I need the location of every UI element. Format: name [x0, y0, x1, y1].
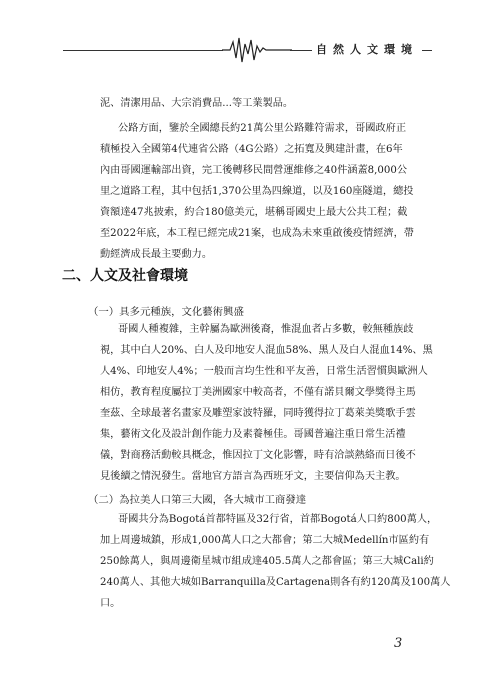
page-number: 3 [394, 636, 403, 651]
heartbeat-wave-icon [222, 34, 292, 64]
paragraph-line: 相仿，教育程度屬拉丁美洲國家中較高者，不僅有諾貝爾文學獎得主馬 [100, 387, 416, 398]
paragraph-line: 里之道路工程，其中包括1,370公里為四線道，以及160座隧道，總投 [100, 186, 414, 197]
paragraph-line: 人4%、印地安人4%；一般而言均生性和平友善，日常生活習慣與歐洲人 [100, 366, 428, 377]
paragraph-line: 加上周邊城鎮，形成1,000萬人口之大都會；第二大城Medellín市區約有 [100, 535, 430, 546]
subsection-heading: （二）為拉美人口第三大國，各大城市工商發達 [88, 494, 307, 506]
paragraph-line: 至2022年底，本工程已經完成21案，也成為未來重啟後疫情經濟，帶 [100, 228, 414, 239]
paragraph-line: 250餘萬人，與周邊衛星城市組成達405.5萬人之都會區；第三大城Cali約 [100, 556, 434, 567]
subsection-heading: （一）具多元種族，文化藝術興盛 [88, 306, 244, 318]
paragraph-line: 集，藝術文化及設計創作能力及素養極佳。哥國普遍注重日常生活禮 [100, 429, 406, 440]
header-title: 自然人文環境 [312, 41, 422, 57]
header-rule-left [63, 50, 223, 51]
paragraph-line: 哥國人種複雜，主幹屬為歐洲後裔，惟混血者占多數，較無種族歧 [118, 324, 414, 335]
paragraph-line: 口。 [100, 598, 121, 609]
paragraph-line: 資額達47兆披索，約合180億美元，堪稱哥國史上最大公共工程；截 [100, 207, 408, 218]
section-heading: 二、人文及社會環境 [62, 268, 188, 284]
paragraph-line: 泥、清潔用品、大宗消費品...等工業製品。 [100, 98, 294, 109]
paragraph-line: 奎茲、全球最著名畫家及雕塑家波特羅，同時獲得拉丁葛萊美獎歌手雲 [100, 408, 416, 419]
paragraph-line: 動經濟成長最主要動力。 [100, 249, 213, 260]
paragraph-line: 哥國共分為Bogotá首都特區及32行省，首都Bogotá人口約800萬人， [118, 514, 438, 525]
paragraph-line: 視，其中白人20%、白人及印地安人混血58%、黑人及白人混血14%、黑 [100, 345, 433, 356]
paragraph-line: 公路方面，鑒於全國總長約21萬公里公路難符需求，哥國政府正 [118, 123, 407, 134]
paragraph-line: 見後續之情況發生。當地官方語言為西班牙文，主要信仰為天主教。 [100, 471, 406, 482]
paragraph-line: 內由哥國運輸部出資，完工後轉移民間營運維修之40件涵蓋8,000公 [100, 165, 408, 176]
paragraph-line: 儀，對商務活動較具概念，惟因拉丁文化影響，時有洽談熱絡而日後不 [100, 450, 416, 461]
paragraph-line: 積極投入全國第4代連省公路（4G公路）之拓寬及興建計畫，在6年 [100, 144, 403, 155]
running-header [0, 0, 480, 70]
paragraph-line: 240萬人、其他大城如Barranquilla及Cartagena則各有約120萬及100萬人 [100, 577, 451, 588]
